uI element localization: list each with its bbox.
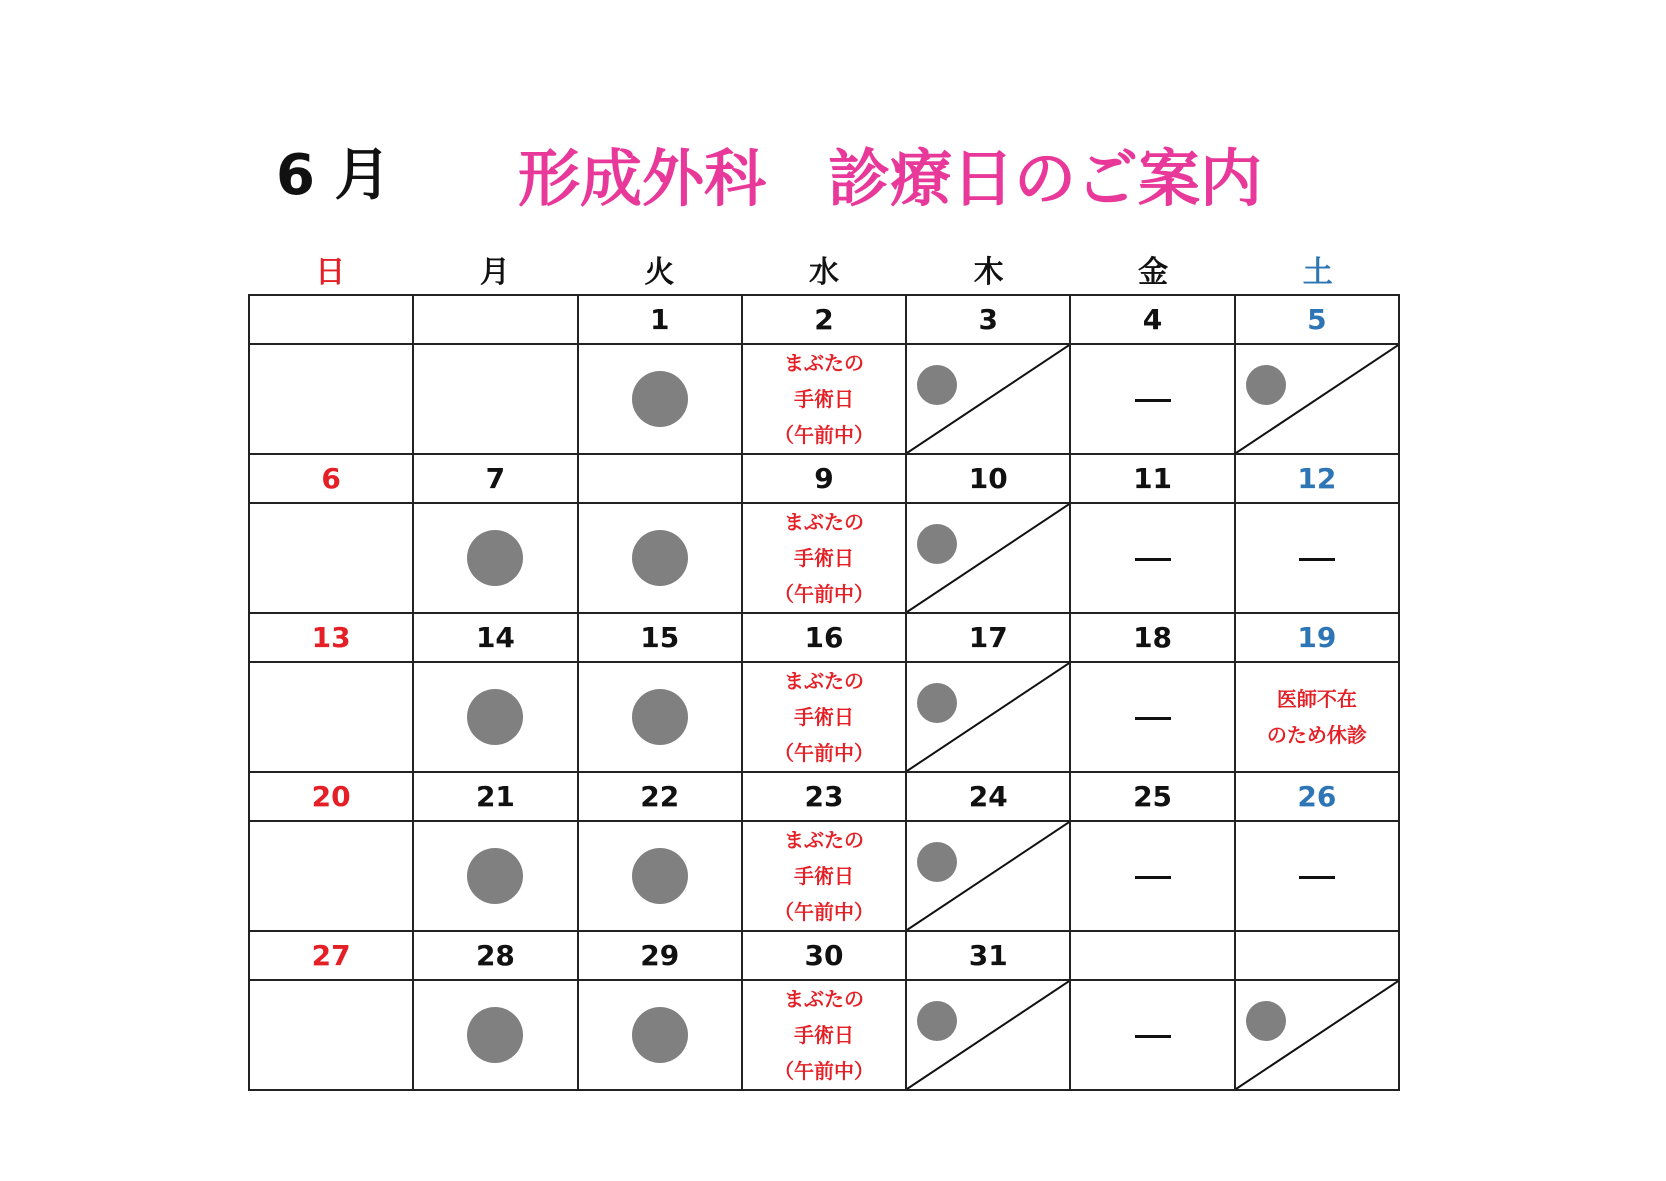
status-cell: [578, 344, 742, 454]
date-row: [249, 931, 1399, 980]
status-cell: [1070, 980, 1234, 1090]
date-cell: 11: [1070, 454, 1234, 503]
status-cell: [1235, 821, 1399, 931]
status-cell: [249, 344, 413, 454]
date-cell: [578, 454, 742, 503]
status-cell: [1070, 821, 1234, 931]
closed-dash-icon: [1135, 876, 1171, 879]
full-day-circle-icon: [632, 848, 688, 904]
month-title: 6 月: [276, 143, 391, 208]
status-row: [249, 503, 1399, 613]
status-cell: [1070, 662, 1234, 772]
date-row: [249, 613, 1399, 662]
date-cell: 28: [413, 931, 577, 980]
status-row: [249, 344, 1399, 454]
weekday-mon: 月: [479, 255, 510, 290]
full-day-circle-icon: [467, 1007, 523, 1063]
status-cell: [906, 503, 1070, 613]
date-row: [249, 295, 1399, 344]
half-day-icon: [907, 822, 1069, 930]
status-cell: [578, 980, 742, 1090]
date-cell: 9: [742, 454, 906, 503]
status-cell: [906, 821, 1070, 931]
status-row: [249, 980, 1399, 1090]
closed-dash-icon: [1135, 1035, 1171, 1038]
status-cell: [1235, 344, 1399, 454]
full-day-circle-icon: [632, 689, 688, 745]
status-row: [249, 821, 1399, 931]
surgery-note: （午前中）: [773, 423, 874, 447]
status-cell: [413, 662, 577, 772]
date-cell: [1235, 931, 1399, 980]
full-day-circle-icon: [467, 848, 523, 904]
date-cell: 20: [249, 772, 413, 821]
status-cell: [413, 344, 577, 454]
date-cell: 1: [578, 295, 742, 344]
status-cell: [413, 503, 577, 613]
closed-dash-icon: [1135, 717, 1171, 720]
full-day-circle-icon: [632, 371, 688, 427]
full-day-circle-icon: [467, 530, 523, 586]
date-cell: 14: [413, 613, 577, 662]
half-day-icon: [907, 345, 1069, 453]
half-day-icon: [1236, 981, 1398, 1089]
date-cell: [413, 295, 577, 344]
status-cell: [413, 821, 577, 931]
status-cell: [1235, 503, 1399, 613]
half-day-icon: [907, 981, 1069, 1089]
status-cell: [742, 344, 906, 454]
date-cell: 24: [906, 772, 1070, 821]
weekday-sat: 土: [1302, 255, 1333, 290]
date-cell: 5: [1235, 295, 1399, 344]
weekday-fri: 金: [1138, 255, 1169, 290]
date-cell: 27: [249, 931, 413, 980]
date-cell: 19: [1235, 613, 1399, 662]
weekday-sun: 日: [315, 255, 346, 290]
small-circle-icon: [917, 1001, 957, 1041]
date-cell: 3: [906, 295, 1070, 344]
closed-dash-icon: [1135, 399, 1171, 402]
status-cell: [742, 821, 906, 931]
closed-dash-icon: [1299, 558, 1335, 561]
weekday-tue: 火: [644, 255, 675, 290]
page-title: 形成外科 診療日のご案内: [518, 142, 1263, 215]
small-circle-icon: [917, 524, 957, 564]
full-day-circle-icon: [467, 689, 523, 745]
date-cell: 17: [906, 613, 1070, 662]
status-cell: [906, 662, 1070, 772]
small-circle-icon: [1246, 365, 1286, 405]
half-day-icon: [1236, 345, 1398, 453]
closed-dash-icon: [1135, 558, 1171, 561]
status-cell: [742, 980, 906, 1090]
status-cell: [249, 662, 413, 772]
surgery-note: 手術日: [793, 864, 854, 888]
surgery-note: まぶたの: [783, 987, 864, 1011]
surgery-note: まぶたの: [783, 510, 864, 534]
date-row: [249, 772, 1399, 821]
half-day-icon: [907, 504, 1069, 612]
absence-note: のため休診: [1266, 723, 1367, 747]
surgery-note: 手術日: [793, 387, 854, 411]
surgery-note: （午前中）: [773, 900, 874, 924]
date-cell: 31: [906, 931, 1070, 980]
date-cell: 22: [578, 772, 742, 821]
status-cell: [249, 503, 413, 613]
status-cell: [249, 980, 413, 1090]
date-cell: 25: [1070, 772, 1234, 821]
status-cell: [742, 503, 906, 613]
date-cell: [1070, 931, 1234, 980]
surgery-note: まぶたの: [783, 351, 864, 375]
date-cell: 23: [742, 772, 906, 821]
status-cell: [578, 821, 742, 931]
half-day-icon: [907, 663, 1069, 771]
weekday-header: [248, 246, 1400, 292]
closed-dash-icon: [1299, 876, 1335, 879]
full-day-circle-icon: [632, 1007, 688, 1063]
status-cell: [413, 980, 577, 1090]
small-circle-icon: [1246, 1001, 1286, 1041]
date-cell: 15: [578, 613, 742, 662]
status-cell: [906, 980, 1070, 1090]
date-cell: 29: [578, 931, 742, 980]
date-cell: 6: [249, 454, 413, 503]
surgery-note: まぶたの: [783, 828, 864, 852]
surgery-note: 手術日: [793, 546, 854, 570]
date-cell: 7: [413, 454, 577, 503]
small-circle-icon: [917, 683, 957, 723]
date-cell: 16: [742, 613, 906, 662]
date-cell: 13: [249, 613, 413, 662]
weekday-wed: 水: [808, 255, 839, 290]
status-cell: [742, 662, 906, 772]
status-cell: [1070, 503, 1234, 613]
full-day-circle-icon: [632, 530, 688, 586]
surgery-note: まぶたの: [783, 669, 864, 693]
date-cell: [249, 295, 413, 344]
status-cell: [906, 344, 1070, 454]
surgery-note: 手術日: [793, 1023, 854, 1047]
surgery-note: （午前中）: [773, 582, 874, 606]
date-cell: 2: [742, 295, 906, 344]
calendar-table: [248, 294, 1400, 1091]
status-cell: [578, 662, 742, 772]
date-cell: 12: [1235, 454, 1399, 503]
status-cell: [249, 821, 413, 931]
weekday-thu: 木: [973, 255, 1004, 290]
surgery-note: 手術日: [793, 705, 854, 729]
small-circle-icon: [917, 365, 957, 405]
date-cell: 4: [1070, 295, 1234, 344]
status-cell: [578, 503, 742, 613]
status-cell: [1235, 980, 1399, 1090]
date-cell: 21: [413, 772, 577, 821]
surgery-note: （午前中）: [773, 1059, 874, 1083]
status-row: [249, 662, 1399, 772]
surgery-note: （午前中）: [773, 741, 874, 765]
date-cell: 10: [906, 454, 1070, 503]
status-cell: [1235, 662, 1399, 772]
date-cell: 26: [1235, 772, 1399, 821]
date-cell: 30: [742, 931, 906, 980]
date-cell: 18: [1070, 613, 1234, 662]
absence-note: 医師不在: [1276, 687, 1357, 711]
date-row: [249, 454, 1399, 503]
status-cell: [1070, 344, 1234, 454]
small-circle-icon: [917, 842, 957, 882]
